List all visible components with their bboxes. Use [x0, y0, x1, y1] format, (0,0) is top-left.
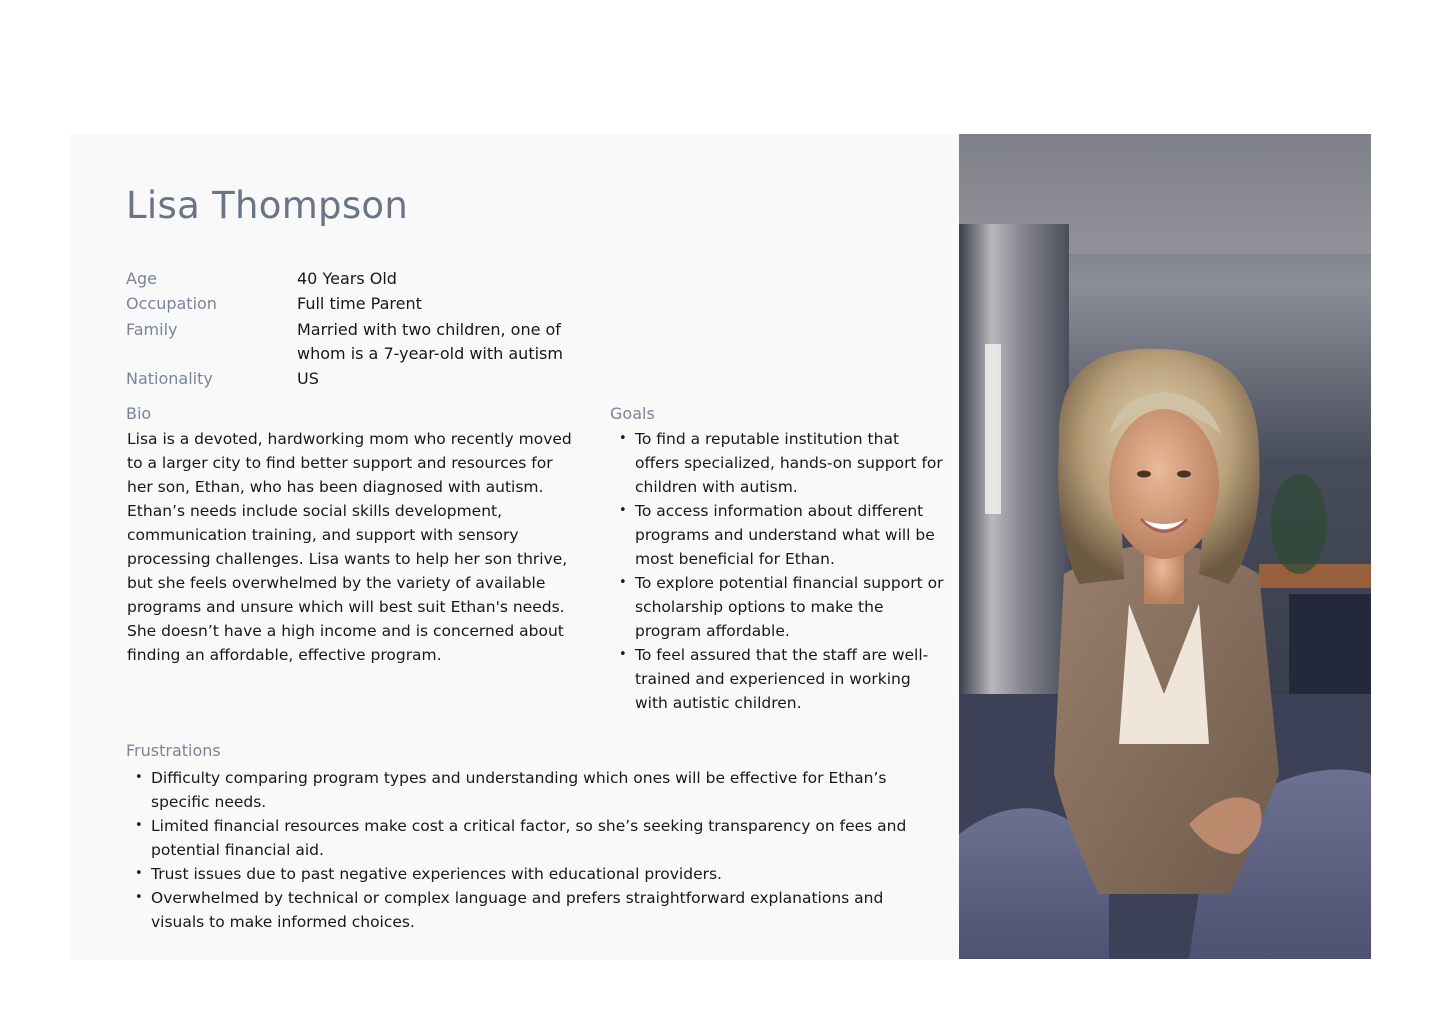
goals-label: Goals: [610, 404, 655, 423]
goal-item: • To explore potential financial support or scholarship options to make the program affordable.: [610, 571, 946, 643]
frustration-item: • Overwhelmed by technical or complex language and prefers straightforward explanations and visuals to make informed choices.: [126, 886, 926, 934]
fact-row-occupation: [126, 292, 586, 318]
frustrations-label: Frustrations: [126, 741, 221, 760]
frustration-item: • Difficulty comparing program types and understanding which ones will be effective for Ethan’s specific needs.: [126, 766, 926, 814]
frustrations-section: [126, 739, 926, 934]
fact-value-age: 40 Years Old: [297, 269, 397, 288]
fact-label-age: Age: [126, 269, 157, 288]
frustration-item: • Limited financial resources make cost a critical factor, so she’s seeking transparency on fees and potential financial aid.: [126, 814, 926, 862]
goal-item: • To access information about different programs and understand what will be most beneficial for Ethan.: [610, 499, 946, 571]
fact-value-occupation: Full time Parent: [297, 294, 422, 313]
fact-label-occupation: Occupation: [126, 294, 217, 313]
goal-item: • To find a reputable institution that offers specialized, hands-on support for children with autism.: [610, 427, 946, 499]
persona-facts: [126, 267, 586, 391]
fact-row-family: [126, 318, 586, 367]
bio-label: Bio: [126, 404, 152, 423]
fact-row-nationality: [126, 367, 586, 391]
bio-text: Lisa is a devoted, hardworking mom who recently moved to a larger city to find better support and resources for her son, Ethan, who has been diagnosed with autism. Ethan’s needs include social skills development, communication training, and support with sensory processing challenges. Lisa wants to help her son thrive, but she feels overwhelmed by the variety of available programs and unsure which will best suit Ethan's needs. She doesn’t have a high income and is concerned about finding an affordable, effective program.: [127, 430, 572, 664]
fact-value-family: Married with two children, one of whom is a 7-year-old with autism: [297, 320, 563, 363]
bio-section: [126, 402, 581, 667]
fact-value-nationality: US: [297, 369, 319, 388]
fact-row-age: [126, 267, 586, 292]
persona-name: Lisa Thompson: [126, 184, 409, 227]
goals-section: [610, 402, 946, 715]
persona-photo: [959, 134, 1371, 959]
persona-portrait-illustration: [959, 134, 1371, 959]
goals-list: [610, 427, 946, 715]
fact-label-nationality: Nationality: [126, 369, 213, 388]
fact-label-family: Family: [126, 320, 178, 339]
goal-item: • To feel assured that the staff are well-trained and experienced in working with autistic children.: [610, 643, 946, 715]
frustrations-list: [126, 766, 926, 934]
frustration-item: • Trust issues due to past negative experiences with educational providers.: [126, 862, 926, 886]
